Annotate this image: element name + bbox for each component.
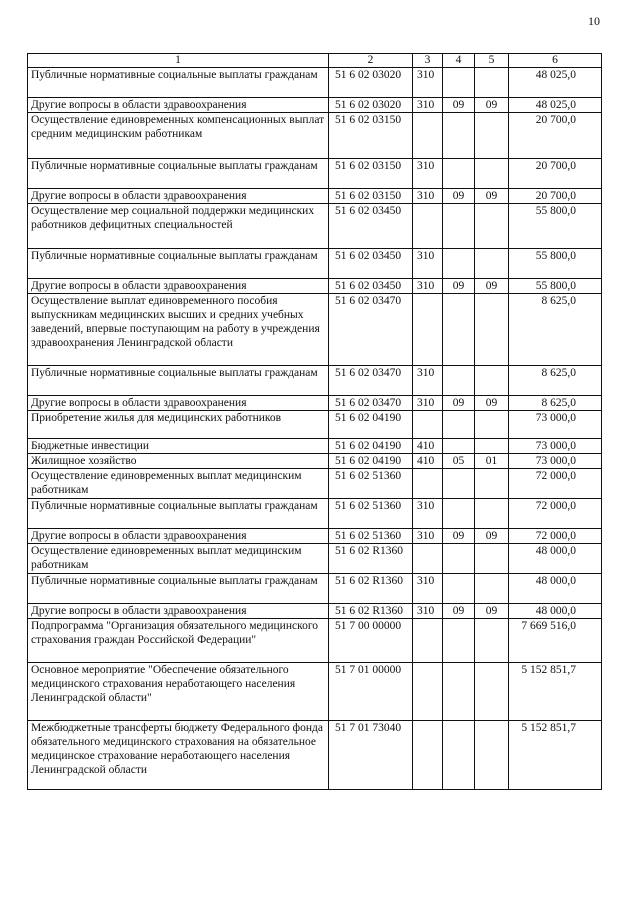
table-row [28,454,602,469]
cell-amount: 73 000,0 [509,439,602,454]
column-header: 3 [413,54,443,68]
cell-code: 51 6 02 04190 [329,454,413,469]
cell-vr [413,619,443,663]
cell-name: Публичные нормативные социальные выплаты гражданам [28,366,329,396]
cell-amount: 55 800,0 [509,279,602,294]
cell-name: Осуществление единовременных выплат медицинским работникам [28,544,329,574]
cell-code: 51 6 02 03450 [329,204,413,249]
cell-name: Жилищное хозяйство [28,454,329,469]
cell-section: 09 [443,98,475,113]
cell-amount: 8 625,0 [509,396,602,411]
cell-code: 51 7 01 73040 [329,721,413,790]
cell-name: Подпрограмма "Организация обязательного медицинского страхования граждан Российской Федерации" [28,619,329,663]
cell-section: 09 [443,604,475,619]
table-row [28,279,602,294]
cell-subsection [475,499,509,529]
cell-vr [413,204,443,249]
column-header: 4 [443,54,475,68]
cell-subsection: 09 [475,396,509,411]
cell-name: Осуществление единовременных выплат медицинским работникам [28,469,329,499]
cell-vr [413,294,443,366]
table-row [28,396,602,411]
table-row [28,159,602,189]
cell-code: 51 6 02 03470 [329,294,413,366]
column-header: 6 [509,54,602,68]
cell-subsection [475,663,509,721]
cell-section [443,113,475,159]
cell-section [443,204,475,249]
cell-subsection [475,113,509,159]
cell-code: 51 6 02 03150 [329,189,413,204]
cell-amount: 48 025,0 [509,68,602,98]
cell-name: Другие вопросы в области здравоохранения [28,98,329,113]
cell-amount: 48 000,0 [509,604,602,619]
cell-vr: 310 [413,68,443,98]
cell-code: 51 6 02 51360 [329,529,413,544]
cell-vr: 310 [413,529,443,544]
cell-subsection: 09 [475,189,509,204]
cell-amount: 20 700,0 [509,113,602,159]
cell-section [443,499,475,529]
cell-amount: 73 000,0 [509,454,602,469]
cell-code: 51 6 02 R1360 [329,574,413,604]
cell-code: 51 6 02 04190 [329,411,413,439]
cell-subsection [475,469,509,499]
cell-name: Другие вопросы в области здравоохранения [28,279,329,294]
table-header-row [28,54,602,68]
cell-amount: 55 800,0 [509,204,602,249]
table-row [28,366,602,396]
cell-code: 51 6 02 03150 [329,113,413,159]
table-row [28,619,602,663]
cell-subsection [475,294,509,366]
cell-section [443,619,475,663]
table-row [28,663,602,721]
cell-amount: 7 669 516,0 [509,619,602,663]
cell-code: 51 6 02 03020 [329,68,413,98]
cell-name: Публичные нормативные социальные выплаты гражданам [28,574,329,604]
table-row [28,721,602,790]
cell-subsection [475,366,509,396]
cell-vr [413,721,443,790]
cell-name: Осуществление мер социальной поддержки медицинских работников дефицитных специальностей [28,204,329,249]
cell-code: 51 6 02 R1360 [329,604,413,619]
cell-vr: 410 [413,454,443,469]
cell-section [443,411,475,439]
cell-name: Публичные нормативные социальные выплаты гражданам [28,68,329,98]
cell-amount: 72 000,0 [509,499,602,529]
table-row [28,98,602,113]
cell-section: 09 [443,189,475,204]
cell-section: 09 [443,279,475,294]
cell-section [443,366,475,396]
cell-subsection: 09 [475,529,509,544]
table-row [28,68,602,98]
table-row [28,544,602,574]
cell-subsection [475,619,509,663]
cell-subsection [475,249,509,279]
cell-subsection: 01 [475,454,509,469]
cell-vr [413,411,443,439]
cell-vr: 310 [413,249,443,279]
table-row [28,294,602,366]
cell-vr [413,113,443,159]
cell-code: 51 6 02 03150 [329,159,413,189]
table-row [28,189,602,204]
cell-name: Другие вопросы в области здравоохранения [28,396,329,411]
cell-vr: 310 [413,604,443,619]
cell-vr [413,469,443,499]
column-header: 1 [28,54,329,68]
table-row [28,604,602,619]
cell-section [443,294,475,366]
cell-name: Другие вопросы в области здравоохранения [28,529,329,544]
cell-section [443,439,475,454]
cell-vr: 310 [413,159,443,189]
cell-section [443,544,475,574]
cell-name: Осуществление единовременных компенсационных выплат средним медицинским работникам [28,113,329,159]
cell-section [443,469,475,499]
cell-vr: 310 [413,499,443,529]
cell-code: 51 7 00 00000 [329,619,413,663]
cell-section [443,663,475,721]
cell-code: 51 6 02 03450 [329,249,413,279]
cell-name: Приобретение жилья для медицинских работников [28,411,329,439]
cell-name: Публичные нормативные социальные выплаты гражданам [28,499,329,529]
table-row [28,113,602,159]
cell-amount: 48 000,0 [509,574,602,604]
cell-code: 51 6 02 03470 [329,366,413,396]
cell-amount: 72 000,0 [509,469,602,499]
cell-subsection: 09 [475,98,509,113]
table-row [28,411,602,439]
table-row [28,439,602,454]
cell-section: 09 [443,529,475,544]
cell-name: Межбюджетные трансферты бюджету Федерального фонда обязательного медицинского страхования на обязательное медицинское страхование неработающего населения Ленинградской области [28,721,329,790]
cell-amount: 5 152 851,7 [509,663,602,721]
cell-amount: 73 000,0 [509,411,602,439]
column-header: 2 [329,54,413,68]
table-row [28,529,602,544]
cell-section [443,574,475,604]
cell-subsection [475,159,509,189]
cell-subsection [475,544,509,574]
cell-section: 09 [443,396,475,411]
cell-amount: 55 800,0 [509,249,602,279]
cell-subsection: 09 [475,279,509,294]
cell-section [443,721,475,790]
budget-table [27,53,602,790]
cell-vr: 310 [413,396,443,411]
cell-code: 51 6 02 03450 [329,279,413,294]
cell-vr [413,544,443,574]
cell-vr: 310 [413,279,443,294]
cell-name: Публичные нормативные социальные выплаты гражданам [28,159,329,189]
cell-name: Другие вопросы в области здравоохранения [28,189,329,204]
cell-vr: 310 [413,366,443,396]
cell-subsection [475,204,509,249]
column-header: 5 [475,54,509,68]
cell-code: 51 6 02 03470 [329,396,413,411]
table-row [28,499,602,529]
cell-amount: 8 625,0 [509,366,602,396]
cell-code: 51 6 02 R1360 [329,544,413,574]
cell-subsection [475,574,509,604]
cell-section [443,159,475,189]
table-row [28,249,602,279]
cell-vr: 410 [413,439,443,454]
cell-vr: 310 [413,574,443,604]
cell-name: Осуществление выплат единовременного пособия выпускникам медицинских высших и средних учебных заведений, впервые поступающим на работу в учреждения здравоохранения Ленинградской области [28,294,329,366]
cell-subsection [475,721,509,790]
cell-amount: 20 700,0 [509,159,602,189]
cell-amount: 20 700,0 [509,189,602,204]
table-row [28,204,602,249]
cell-amount: 8 625,0 [509,294,602,366]
cell-subsection: 09 [475,604,509,619]
page-number: 10 [588,14,600,28]
cell-section [443,249,475,279]
cell-section [443,68,475,98]
cell-amount: 5 152 851,7 [509,721,602,790]
cell-name: Бюджетные инвестиции [28,439,329,454]
cell-name: Основное мероприятие "Обеспечение обязательного медицинского страхования неработающего населения Ленинградской области" [28,663,329,721]
cell-name: Публичные нормативные социальные выплаты гражданам [28,249,329,279]
cell-code: 51 6 02 51360 [329,499,413,529]
cell-code: 51 6 02 03020 [329,98,413,113]
cell-code: 51 6 02 04190 [329,439,413,454]
cell-name: Другие вопросы в области здравоохранения [28,604,329,619]
cell-amount: 48 025,0 [509,98,602,113]
cell-section: 05 [443,454,475,469]
cell-vr: 310 [413,189,443,204]
cell-vr [413,663,443,721]
table-row [28,574,602,604]
cell-subsection [475,68,509,98]
cell-amount: 72 000,0 [509,529,602,544]
cell-subsection [475,439,509,454]
cell-code: 51 6 02 51360 [329,469,413,499]
cell-subsection [475,411,509,439]
cell-amount: 48 000,0 [509,544,602,574]
cell-vr: 310 [413,98,443,113]
table-row [28,469,602,499]
cell-code: 51 7 01 00000 [329,663,413,721]
